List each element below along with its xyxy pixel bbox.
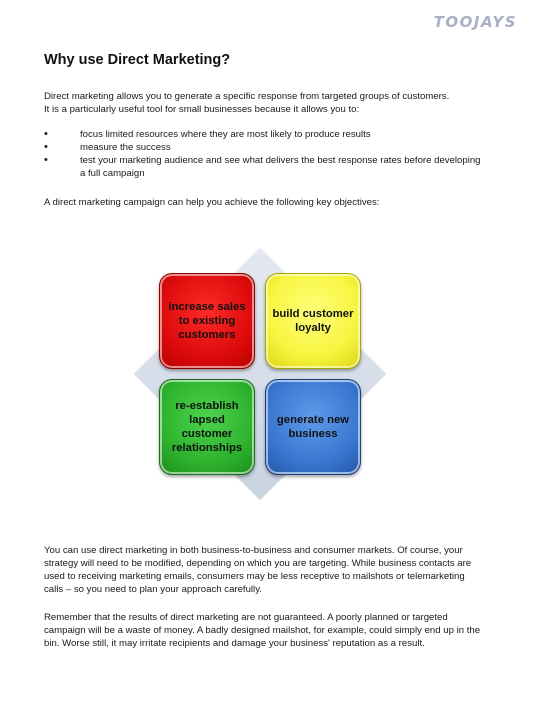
objectives-diagram	[134, 248, 386, 500]
intro-line-1: Direct marketing allows you to generate a specific response from targeted groups of customers.	[44, 91, 450, 102]
objective-increase-sales: increase sales to existing customers	[159, 273, 255, 369]
page-title: Why use Direct Marketing?	[44, 52, 231, 68]
intro-line-2: It is a particularly useful tool for small businesses because it allows you to:	[44, 104, 360, 115]
company-logo: TOOJAYS	[433, 13, 517, 31]
objective-reestablish-relationships: re-establish lapsed customer relationships	[159, 379, 255, 475]
results-paragraph: Remember that the results of direct marketing are not guaranteed. A poorly planned or targeted campaign will be a waste of money. A badly designed mailshot, for example, could simply end up in the bin. Worse still, it may irritate recipients and damage your business' reputation as a result.	[44, 612, 481, 649]
objective-generate-business: generate new business	[265, 379, 361, 475]
list-item: • test your marketing audience and see what delivers the best response rates before developing a full campaign	[44, 154, 484, 180]
list-item: • focus limited resources where they are most likely to produce results	[44, 128, 484, 141]
intro-paragraph	[44, 90, 484, 116]
list-item: • measure the success	[44, 141, 484, 154]
objectives-intro: A direct marketing campaign can help you achieve the following key objectives:	[44, 197, 380, 208]
objective-build-loyalty: build customer loyalty	[265, 273, 361, 369]
markets-paragraph: You can use direct marketing in both business-to-business and consumer markets. Of course, your strategy will need to be modified, depending on which you are targeting. While business contacts are used to receiving marketing emails, consumers may be less receptive to mailshots or telemarketing calls – so you need to plan your approach carefully.	[44, 545, 472, 595]
benefits-list	[44, 128, 484, 180]
